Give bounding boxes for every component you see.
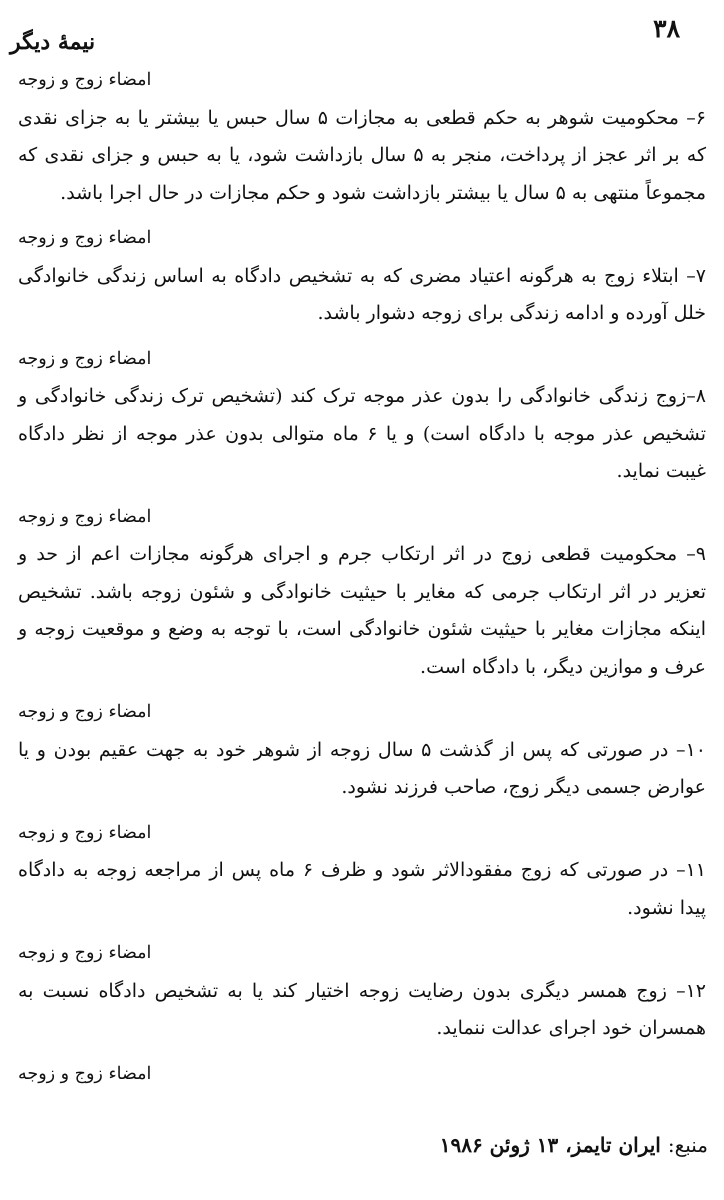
running-title: نیمهٔ دیگر — [10, 29, 96, 55]
signature-line: امضاء زوج و زوجه — [18, 1063, 152, 1084]
signature-line: امضاء زوج و زوجه — [18, 506, 152, 527]
document-body — [18, 62, 706, 1093]
signature-line: امضاء زوج و زوجه — [18, 822, 152, 843]
clause-7: ۷– ابتلاء زوج به هرگونه اعتیاد مضری که به تشخیص دادگاه به اساس زندگی خانوادگی خلل آورده و ادامه زندگی برای زوجه دشوار باشد. — [18, 264, 706, 324]
source-citation — [18, 1128, 708, 1162]
source-text: ایران تایمز، ۱۳ ژوئن ۱۹۸۶ — [439, 1133, 661, 1157]
signature-line: امضاء زوج و زوجه — [18, 228, 152, 248]
page-number: ۳۸ — [653, 14, 680, 43]
signature-line: امضاء زوج و زوجه — [18, 943, 152, 963]
clause-12: ۱۲– زوج همسر دیگری بدون رضایت زوجه اختیار کند یا به تشخیص دادگاه نسبت به همسران خود اجرای عدالت ننماید. — [18, 979, 706, 1039]
clause-8: ۸–زوج زندگی خانوادگی را بدون عذر موجه ترک کند (تشخیص ترک زندگی خانوادگی و تشخیص عذر موجه با دادگاه است) و یا ۶ ماه متوالی بدون عذر موجه از نظر دادگاه غیبت نماید. — [18, 385, 707, 482]
clause-6: ۶– محکومیت شوهر به حکم قطعی به مجازات ۵ سال حبس یا بیشتر یا به جزای نقدی که بر اثر عجز از پرداخت، منجر به ۵ سال بازداشت شود، یا به حبس و جزای نقدی که مجموعاً منتهی به ۵ سال یا بیشتر بازداشت شود و حکم مجازات در حال اجرا باشد. — [18, 106, 706, 204]
source-label: منبع: — [667, 1133, 708, 1157]
signature-line: امضاء زوج و زوجه — [18, 348, 152, 369]
clause-11: ۱۱– در صورتی که زوج مفقودالاثر شود و ظرف ۶ ماه پس از مراجعه زوجه به دادگاه پیدا نشود. — [18, 859, 706, 919]
signature-line: امضاء زوج و زوجه — [18, 702, 152, 722]
clause-9: ۹– محکومیت قطعی زوج در اثر ارتکاب جرم و اجرای هرگونه مجازات اعم از حد و تعزیر در اثر ارتکاب جرمی که مغایر با حیثیت خانوادگی و شئون زوجه باشد. تشخیص اینکه مجازات مغایر با حیثیت شئون خانوادگی است، با توجه به وضع و موقعیت زوجه و عرف و موازین دیگر، با دادگاه است. — [18, 543, 706, 678]
signature-line: امضاء زوج و زوجه — [18, 70, 152, 90]
clause-10: ۱۰– در صورتی که پس از گذشت ۵ سال زوجه از شوهر خود به جهت عقیم بودن و یا عوارض جسمی دیگر زوج، صاحب فرزند نشود. — [18, 738, 706, 798]
